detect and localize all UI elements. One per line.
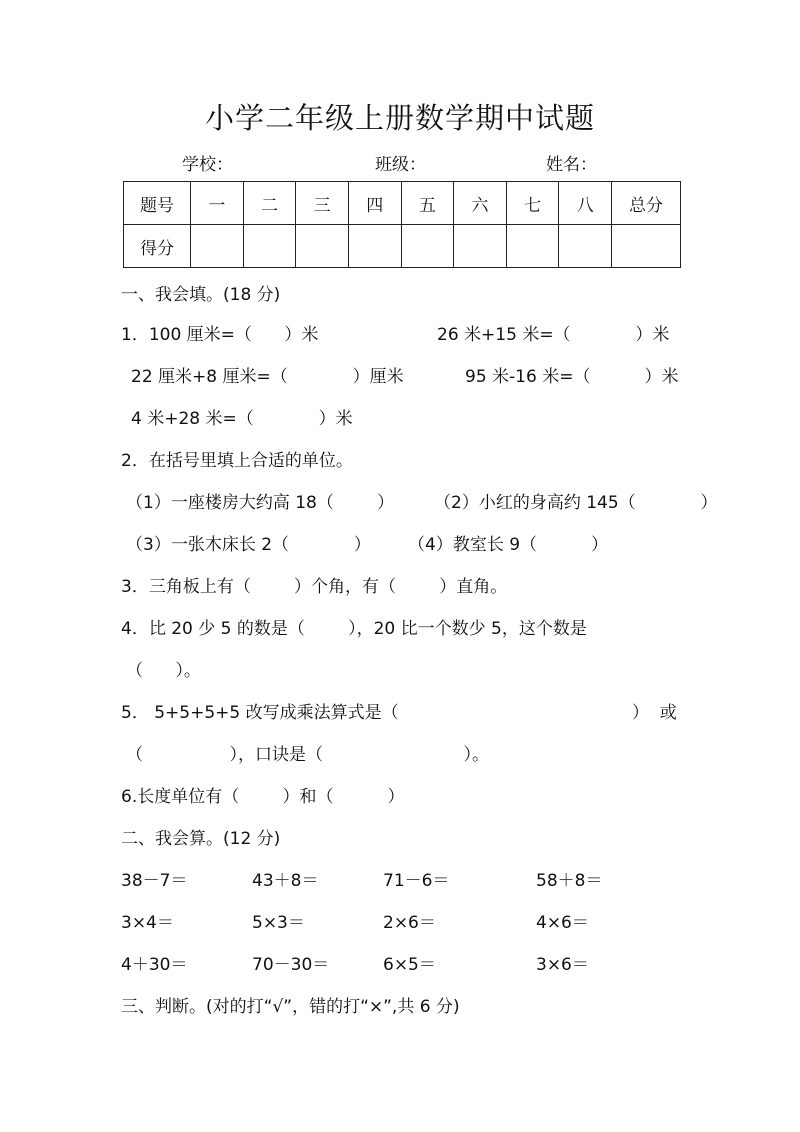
calc-row: [0, 866, 800, 896]
q2-line1: [0, 488, 800, 518]
q3-line: [0, 572, 800, 602]
section1-heading-line: [0, 280, 800, 310]
q4-line2: [0, 656, 800, 686]
score-input-cell[interactable]: [296, 225, 349, 268]
q2-line2: [0, 530, 800, 560]
calc-item: 4×6＝: [536, 913, 589, 933]
score-input-cell[interactable]: [243, 225, 296, 268]
q6-line: [0, 782, 800, 812]
section2-heading-line: [0, 824, 800, 854]
question-text: （4）教室长 9（ ）: [408, 535, 609, 555]
score-input-cell[interactable]: [506, 225, 559, 268]
question-text: （ ），口诀是（ ）。: [126, 745, 489, 765]
question-text: 4．比 20 少 5 的数是（ ），20 比一个数少 5，这个数是: [121, 619, 587, 639]
question-text: （ ）。: [126, 661, 201, 681]
section2-heading: 二、我会算。(12 分): [121, 829, 281, 849]
question-text: 4 米+28 米=（ ）米: [131, 409, 353, 429]
score-header-cell: 八: [559, 182, 612, 225]
calc-row: [0, 908, 800, 938]
question-text: 2．在括号里填上合适的单位。: [121, 451, 353, 471]
score-header-cell: 三: [296, 182, 349, 225]
score-header-cell: 六: [454, 182, 507, 225]
question-text: 5． 5+5+5+5 改写成乘法算式是（: [121, 703, 399, 723]
q1-line3: [0, 404, 800, 434]
calc-item: 58＋8＝: [536, 871, 603, 891]
school-label: 学校：: [182, 155, 233, 175]
q4-line1: [0, 614, 800, 644]
score-header-cell: 七: [506, 182, 559, 225]
name-label: 姓名：: [546, 155, 597, 175]
question-text: （3）一张木床长 2（ ）: [126, 535, 371, 555]
page-title: 小学二年级上册数学期中试题: [204, 101, 595, 135]
q5-line1: [0, 698, 800, 728]
score-header-cell: 总分: [612, 182, 681, 225]
question-text: 95 米-16 米=（ ）米: [465, 367, 679, 387]
calc-item: 5×3＝: [252, 913, 305, 933]
calc-item: 3×4＝: [121, 913, 174, 933]
question-text: （1）一座楼房大约高 18（ ）: [126, 493, 395, 513]
score-header-cell: 四: [348, 182, 401, 225]
section1-heading: 一、我会填。(18 分): [121, 285, 281, 305]
question-text: （2）小红的身高约 145（ ）: [434, 493, 718, 513]
section3-heading: 三、判断。(对的打“√”，错的打“×”,共 6 分): [121, 997, 460, 1017]
calc-item: 38－7＝: [121, 871, 188, 891]
class-label: 班级：: [375, 155, 426, 175]
score-input-cell[interactable]: [401, 225, 454, 268]
question-text: 26 米+15 米=（ ）米: [437, 325, 670, 345]
score-header-cell: 二: [243, 182, 296, 225]
calc-item: 4＋30＝: [121, 955, 188, 975]
calc-item: 43＋8＝: [252, 871, 319, 891]
calc-item: 6×5＝: [383, 955, 436, 975]
calc-item: 3×6＝: [536, 955, 589, 975]
score-row-label: 得分: [124, 225, 191, 268]
calc-item: 71－6＝: [383, 871, 450, 891]
score-header-cell: 五: [401, 182, 454, 225]
calc-item: 2×6＝: [383, 913, 436, 933]
score-input-cell[interactable]: [454, 225, 507, 268]
q1-line1: [0, 320, 800, 350]
score-table-header-row: [124, 182, 681, 225]
question-text: ） 或: [632, 703, 677, 723]
q1-line2: [0, 362, 800, 392]
score-header-cell: 一: [191, 182, 244, 225]
q5-line2: [0, 740, 800, 770]
score-table: [123, 181, 681, 268]
score-input-cell[interactable]: [348, 225, 401, 268]
score-input-cell[interactable]: [559, 225, 612, 268]
score-table-score-row: [124, 225, 681, 268]
question-text: 22 厘米+8 厘米=（ ）厘米: [131, 367, 404, 387]
question-text: 6.长度单位有（ ）和（ ）: [121, 787, 405, 807]
question-text: 3．三角板上有（ ）个角，有（ ）直角。: [121, 577, 508, 597]
score-input-cell[interactable]: [191, 225, 244, 268]
calc-row: [0, 950, 800, 980]
score-input-cell[interactable]: [612, 225, 681, 268]
question-text: 1．100 厘米=（ ）米: [121, 325, 319, 345]
calc-item: 70－30＝: [252, 955, 330, 975]
q2-line: [0, 446, 800, 476]
score-header-cell: 题号: [124, 182, 191, 225]
section3-heading-line: [0, 992, 800, 1022]
